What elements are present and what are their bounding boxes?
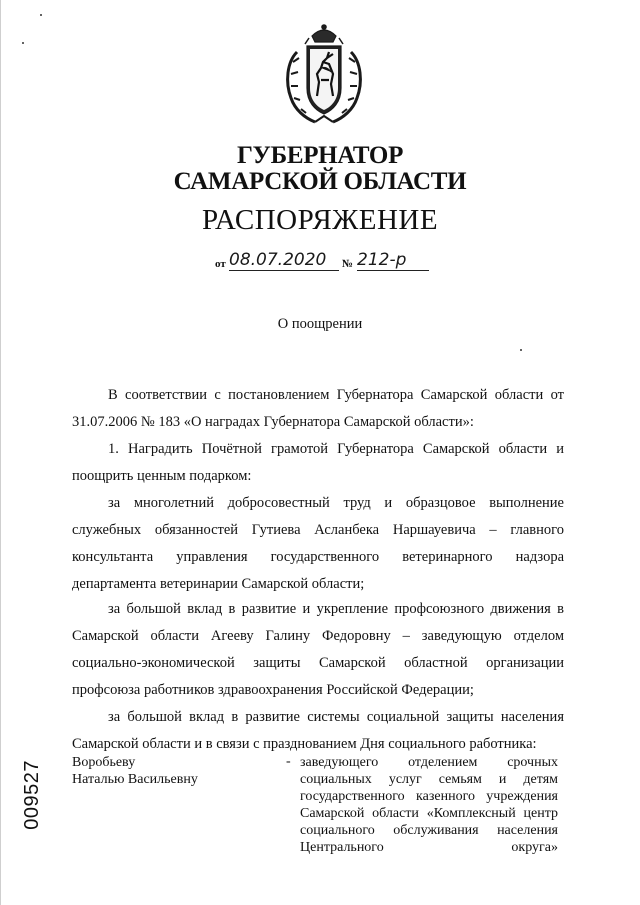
scan-edge: [0, 0, 1, 905]
body-paragraph: [72, 436, 564, 490]
award-clause-paragraph: 1. Наградить Почётной грамотой Губернатора Самарской области и поощрить ценным подарком:: [72, 441, 564, 484]
awardee-dash: -: [286, 754, 291, 769]
awardee-paragraph: за многолетний добросовестный труд и образцовое выполнение служебных обязанностей Гутиева Асланбека Наршауевича – главного консультанта управления государственного ветеринарного надзора департамента ветеринарии Самарской области;: [72, 495, 564, 592]
awardee-surname: Воробьеву: [72, 755, 136, 770]
reason-paragraph: за большой вклад в развитие системы социальной защиты населения Самарской области и в связи с празднованием Дня социального работника:: [72, 709, 564, 752]
document-number: 212-р: [357, 250, 429, 271]
body-paragraph: [72, 596, 564, 704]
body-paragraph: [72, 704, 564, 758]
registration-stamp-number: 009527: [21, 760, 43, 830]
document-subject: О поощрении: [277, 316, 363, 332]
body-paragraph: [72, 382, 564, 436]
date-number-row: [215, 250, 435, 274]
scan-speck: [40, 14, 42, 16]
preamble-paragraph: В соответствии с постановлением Губернатора Самарской области от 31.07.2006 № 183 «О наградах Губернатора Самарской области»:: [72, 387, 564, 430]
body-paragraph: [72, 490, 564, 598]
issuer-title: ГУБЕРНАТОР: [236, 142, 404, 169]
document-date: 08.07.2020: [229, 250, 339, 271]
awardee-name: Наталью Васильевну: [72, 772, 198, 787]
date-label: от: [215, 258, 226, 270]
awardee-position: заведующего отделением срочных социальных услуг семьям и детям государственного казенного учреждения Самарской области «Комплексный центр социального обслуживания населения Центрального округа»: [300, 755, 558, 855]
number-label: №: [342, 258, 354, 270]
awardee-paragraph: за большой вклад в развитие и укрепление профсоюзного движения в Самарской области Агееву Галину Федоровну – заведующую отделом социально-экономической защиты Самарской областной организации профсоюза работников здравоохранения Российской Федерации;: [72, 601, 564, 698]
samara-coat-of-arms-icon: [283, 22, 365, 126]
issuer-region: САМАРСКОЙ ОБЛАСТИ: [173, 168, 467, 195]
scan-speck: [520, 349, 522, 351]
scan-speck: [22, 42, 24, 44]
document-type-heading: РАСПОРЯЖЕНИЕ: [201, 204, 439, 236]
